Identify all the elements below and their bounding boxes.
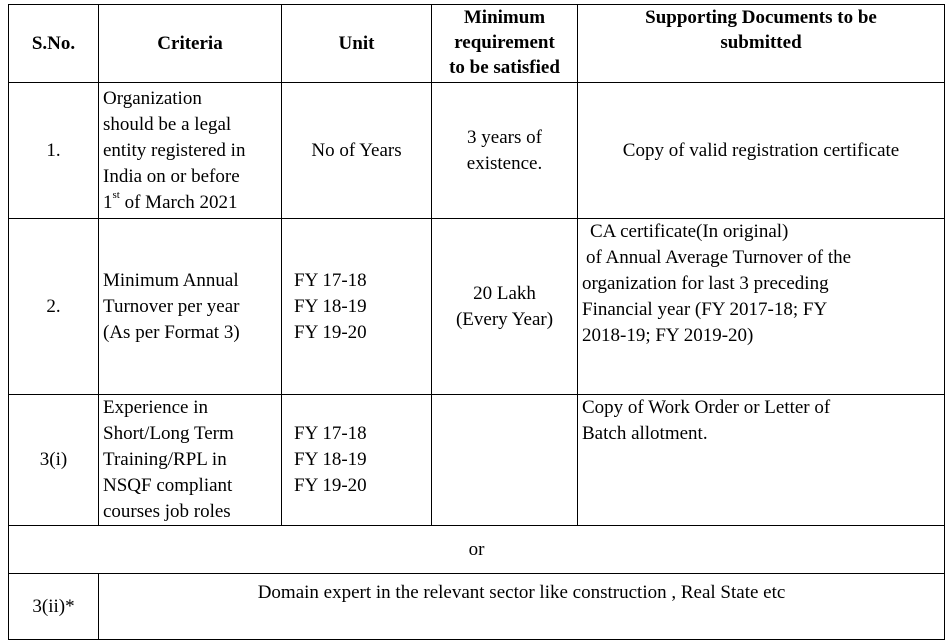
header-min-requirement: [432, 5, 578, 83]
or-row: [9, 526, 945, 574]
criteria-line: should be a legal: [103, 113, 232, 135]
cell-sno: 2.: [9, 219, 99, 395]
header-supporting-docs-line: submitted: [720, 32, 802, 53]
header-sno: S.No.: [9, 5, 99, 83]
min-req-line: existence.: [466, 152, 543, 174]
header-supporting-docs-line: Supporting Documents to be: [645, 7, 877, 28]
docs-line: Financial year (FY 2017-18; FY: [582, 299, 828, 320]
eligibility-criteria-table: [8, 4, 945, 640]
docs-line: 2018-19; FY 2019-20): [582, 325, 754, 346]
cell-sno: 1.: [9, 83, 99, 219]
cell-unit: [282, 395, 432, 526]
header-min-requirement-line: Minimum: [463, 7, 546, 28]
unit-line: FY 17-18: [294, 269, 367, 291]
unit-line: FY 18-19: [294, 295, 367, 317]
cell-unit: [282, 219, 432, 395]
cell-min-requirement: [432, 219, 578, 395]
unit-line: FY 18-19: [294, 449, 367, 470]
docs-line: of Annual Average Turnover of the: [586, 247, 852, 268]
unit-line: FY 19-20: [294, 321, 367, 343]
cell-min-requirement: [432, 83, 578, 219]
table-row: [9, 574, 945, 640]
docs-line: Batch allotment.: [582, 423, 708, 444]
cell-criteria: [99, 395, 282, 526]
date-day: 1: [103, 191, 113, 213]
cell-criteria: [99, 219, 282, 395]
criteria-line: Training/RPL in: [103, 449, 227, 470]
docs-line: Copy of Work Order or Letter of: [582, 397, 831, 418]
cell-unit: [282, 83, 432, 219]
docs-line: organization for last 3 preceding: [582, 273, 829, 294]
criteria-line: courses job roles: [103, 501, 231, 522]
min-req-line: 3 years of: [467, 126, 542, 148]
criteria-line: NSQF compliant: [103, 475, 233, 496]
header-min-requirement-line: requirement: [454, 32, 555, 53]
header-unit: Unit: [282, 5, 432, 83]
min-req-line: 20 Lakh: [473, 282, 536, 304]
header-min-requirement-line: to be satisfied: [449, 57, 560, 78]
table-row: [9, 219, 945, 395]
cell-domain-expert: Domain expert in the relevant sector like construction , Real State etc: [99, 574, 945, 640]
table-row: [9, 83, 945, 219]
criteria-line: Experience in: [103, 397, 208, 418]
docs-line: Copy of valid registration certificate: [622, 139, 900, 161]
date-rest: of March 2021: [119, 191, 238, 213]
docs-line: CA certificate(In original): [590, 221, 789, 242]
table-row: [9, 395, 945, 526]
unit-line: FY 17-18: [294, 423, 367, 444]
cell-supporting-docs: [578, 219, 945, 395]
date-ordinal-suffix: st: [112, 189, 120, 202]
criteria-line: India on or before: [103, 165, 240, 187]
header-criteria: Criteria: [99, 5, 282, 83]
criteria-line: entity registered in: [103, 139, 246, 161]
min-req-line: (Every Year): [455, 308, 554, 330]
criteria-line: Organization: [103, 87, 202, 109]
cell-supporting-docs: [578, 395, 945, 526]
or-separator: or: [9, 526, 945, 574]
criteria-line: [103, 190, 277, 216]
cell-criteria: [99, 83, 282, 219]
criteria-line: Minimum Annual: [103, 269, 239, 291]
unit-line: FY 19-20: [294, 475, 367, 496]
cell-sno: 3(ii)*: [9, 574, 99, 640]
cell-min-requirement: [432, 395, 578, 526]
criteria-line: Short/Long Term: [103, 423, 234, 444]
criteria-line: (As per Format 3): [103, 321, 240, 343]
cell-sno: 3(i): [9, 395, 99, 526]
cell-supporting-docs: [578, 83, 945, 219]
criteria-line: Turnover per year: [103, 295, 240, 317]
unit-line: No of Years: [311, 139, 402, 161]
header-supporting-docs: [578, 5, 945, 83]
header-row: [9, 5, 945, 83]
